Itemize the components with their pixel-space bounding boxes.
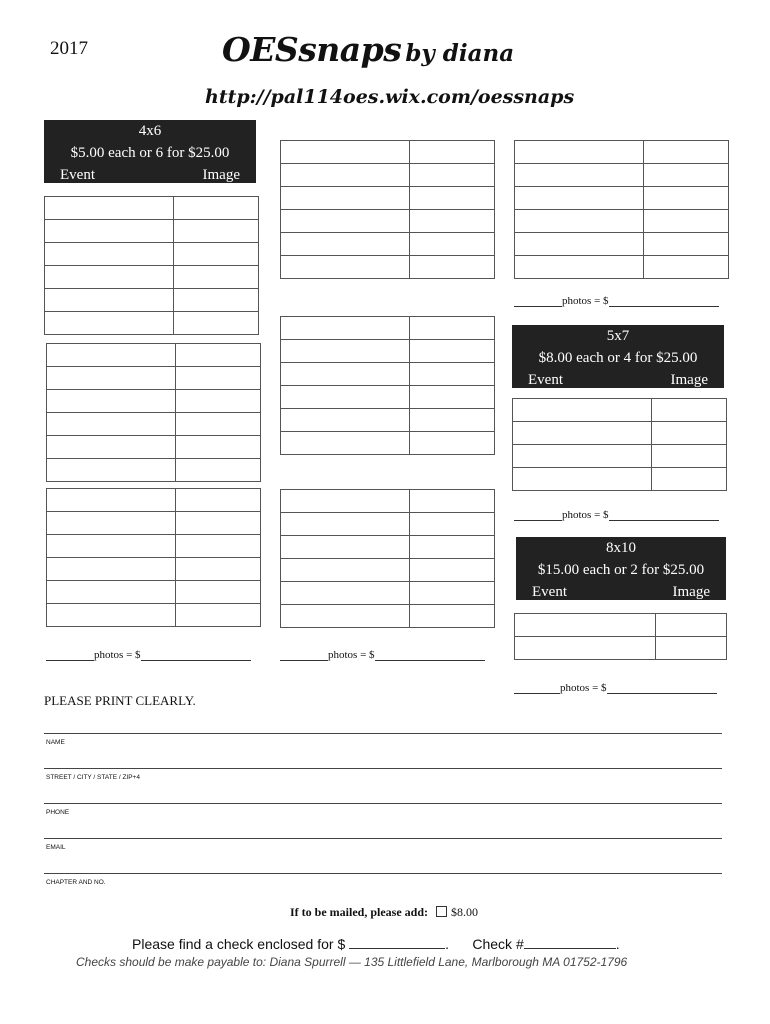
grid-row	[513, 445, 727, 468]
size-header-5x7	[512, 325, 724, 388]
image-cell[interactable]	[176, 459, 261, 482]
event-cell[interactable]	[45, 243, 174, 266]
event-cell[interactable]	[513, 468, 652, 491]
order-grid-4x6-f[interactable]	[280, 489, 495, 628]
chapter-label: CHAPTER AND NO.	[46, 879, 106, 886]
grid-row	[515, 233, 729, 256]
print-clearly-note: PLEASE PRINT CLEARLY.	[44, 693, 196, 708]
address-field[interactable]	[44, 768, 722, 781]
grid-row	[47, 436, 261, 459]
event-cell[interactable]	[47, 489, 176, 512]
grid-row	[515, 256, 729, 279]
grid-row	[281, 164, 495, 187]
image-cell[interactable]	[410, 340, 495, 363]
grid-row	[515, 141, 729, 164]
event-cell[interactable]	[515, 141, 644, 164]
size-price: $15.00 each or 2 for $25.00	[537, 562, 705, 578]
event-cell[interactable]	[281, 187, 410, 210]
image-cell[interactable]	[410, 582, 495, 605]
size-header-4x6	[44, 120, 256, 183]
grid-row	[515, 637, 727, 660]
grid-row	[281, 363, 495, 386]
grid-row	[515, 614, 727, 637]
image-cell[interactable]	[176, 558, 261, 581]
image-cell[interactable]	[410, 605, 495, 628]
order-grid-8x10[interactable]	[514, 613, 727, 660]
size-title: 8x10	[606, 540, 636, 556]
event-cell[interactable]	[47, 604, 176, 627]
grid-row	[47, 604, 261, 627]
image-cell[interactable]	[174, 312, 259, 335]
phone-field[interactable]	[44, 803, 722, 816]
event-cell[interactable]	[515, 210, 644, 233]
phone-label: PHONE	[46, 809, 70, 816]
name-field[interactable]	[44, 733, 722, 746]
grid-row	[281, 559, 495, 582]
grid-row	[47, 558, 261, 581]
event-cell[interactable]	[515, 637, 656, 660]
email-label: EMAIL	[46, 844, 66, 851]
event-cell[interactable]	[45, 312, 174, 335]
size-header-8x10	[516, 537, 726, 600]
event-cell[interactable]	[515, 164, 644, 187]
image-cell[interactable]	[410, 490, 495, 513]
event-cell[interactable]	[47, 344, 176, 367]
order-grid-4x6-d[interactable]	[280, 140, 495, 279]
grid-row	[281, 490, 495, 513]
grid-row	[281, 141, 495, 164]
event-cell[interactable]	[281, 559, 410, 582]
photos-label: photos = $	[560, 682, 607, 694]
image-cell[interactable]	[656, 637, 727, 660]
event-cell[interactable]	[45, 220, 174, 243]
event-cell[interactable]	[47, 535, 176, 558]
grid-row	[515, 187, 729, 210]
event-cell[interactable]	[47, 558, 176, 581]
image-cell[interactable]	[410, 256, 495, 279]
event-cell[interactable]	[47, 436, 176, 459]
image-cell[interactable]	[410, 363, 495, 386]
event-cell[interactable]	[281, 141, 410, 164]
image-cell[interactable]	[410, 317, 495, 340]
image-cell[interactable]	[176, 367, 261, 390]
photos-total-5x7[interactable]	[514, 508, 719, 521]
image-cell[interactable]	[174, 243, 259, 266]
brand-title	[222, 30, 514, 69]
image-cell[interactable]	[410, 559, 495, 582]
image-cell[interactable]	[652, 399, 727, 422]
grid-row	[513, 399, 727, 422]
col-image-label: Image	[670, 372, 708, 388]
event-cell[interactable]	[281, 164, 410, 187]
image-cell[interactable]	[176, 581, 261, 604]
event-cell[interactable]	[281, 340, 410, 363]
grid-row	[47, 367, 261, 390]
event-cell[interactable]	[515, 256, 644, 279]
photos-label: photos = $	[562, 509, 609, 521]
event-cell[interactable]	[515, 187, 644, 210]
col-image-label: Image	[672, 584, 710, 600]
mailing-amount: $8.00	[451, 905, 478, 919]
event-cell[interactable]	[513, 445, 652, 468]
event-cell[interactable]	[281, 582, 410, 605]
image-cell[interactable]	[410, 432, 495, 455]
grid-row	[45, 197, 259, 220]
image-cell[interactable]	[176, 512, 261, 535]
event-cell[interactable]	[515, 614, 656, 637]
grid-row	[281, 386, 495, 409]
grid-row	[45, 266, 259, 289]
photos-total-4x6-left[interactable]	[46, 648, 251, 661]
col-event-label: Event	[532, 584, 567, 600]
order-grid-4x6-g[interactable]	[514, 140, 729, 279]
image-cell[interactable]	[174, 220, 259, 243]
grid-row	[281, 317, 495, 340]
image-cell[interactable]	[410, 386, 495, 409]
image-cell[interactable]	[652, 468, 727, 491]
event-cell[interactable]	[47, 390, 176, 413]
event-cell[interactable]	[281, 317, 410, 340]
photos-total-4x6-mid[interactable]	[280, 648, 485, 661]
grid-row	[281, 187, 495, 210]
grid-row	[47, 459, 261, 482]
email-field[interactable]	[44, 838, 722, 851]
image-cell[interactable]	[174, 289, 259, 312]
grid-row	[281, 432, 495, 455]
image-cell[interactable]	[410, 233, 495, 256]
size-price: $8.00 each or 4 for $25.00	[538, 350, 698, 366]
mailing-option	[290, 905, 478, 920]
grid-row	[515, 210, 729, 233]
grid-row	[47, 535, 261, 558]
image-cell[interactable]	[644, 256, 729, 279]
image-cell[interactable]	[176, 436, 261, 459]
grid-row	[47, 512, 261, 535]
image-cell[interactable]	[174, 266, 259, 289]
size-title: 4x6	[138, 123, 162, 139]
col-event-label: Event	[60, 167, 95, 183]
image-cell[interactable]	[410, 141, 495, 164]
event-cell[interactable]	[45, 197, 174, 220]
check-line: Please find a check enclosed for $ . Check # .	[132, 936, 620, 952]
image-cell[interactable]	[174, 197, 259, 220]
grid-row	[281, 536, 495, 559]
image-cell[interactable]	[176, 604, 261, 627]
image-cell[interactable]	[410, 513, 495, 536]
photos-total-g[interactable]	[514, 294, 719, 307]
photos-label: photos = $	[562, 295, 609, 307]
grid-row	[513, 422, 727, 445]
photos-total-8x10[interactable]	[514, 681, 717, 694]
event-cell[interactable]	[281, 536, 410, 559]
order-grid-5x7[interactable]	[512, 398, 727, 491]
payable-note: Checks should be make payable to: Diana Spurrell — 135 Littlefield Lane, Marlborough MA 01752-1796	[76, 955, 628, 969]
image-cell[interactable]	[410, 164, 495, 187]
event-cell[interactable]	[47, 581, 176, 604]
mailing-checkbox[interactable]	[436, 906, 447, 917]
grid-row	[281, 582, 495, 605]
event-cell[interactable]	[281, 409, 410, 432]
image-cell[interactable]	[410, 536, 495, 559]
image-cell[interactable]	[644, 187, 729, 210]
order-grid-4x6-a[interactable]	[44, 196, 259, 335]
event-cell[interactable]	[515, 233, 644, 256]
grid-row	[281, 513, 495, 536]
event-cell[interactable]	[281, 256, 410, 279]
event-cell[interactable]	[47, 367, 176, 390]
photos-label: photos = $	[328, 649, 375, 661]
order-grid-4x6-b[interactable]	[46, 343, 261, 482]
event-cell[interactable]	[281, 513, 410, 536]
grid-row	[47, 344, 261, 367]
grid-row	[47, 390, 261, 413]
grid-row	[45, 243, 259, 266]
event-cell[interactable]	[47, 512, 176, 535]
check-amount-blank[interactable]	[349, 936, 445, 949]
image-cell[interactable]	[644, 210, 729, 233]
grid-row	[47, 413, 261, 436]
grid-row	[47, 581, 261, 604]
image-cell[interactable]	[644, 141, 729, 164]
grid-row	[281, 233, 495, 256]
image-cell[interactable]	[176, 413, 261, 436]
address-label: STREET / CITY / STATE / ZIP+4	[46, 774, 140, 781]
image-cell[interactable]	[410, 409, 495, 432]
image-cell[interactable]	[176, 344, 261, 367]
image-cell[interactable]	[410, 187, 495, 210]
col-image-label: Image	[202, 167, 240, 183]
website-url: http://pal114oes.wix.com/oessnaps	[205, 86, 575, 108]
event-cell[interactable]	[281, 432, 410, 455]
image-cell[interactable]	[176, 535, 261, 558]
grid-row	[281, 605, 495, 628]
chapter-field[interactable]	[44, 873, 722, 886]
check-number-blank[interactable]	[524, 936, 616, 949]
grid-row	[281, 340, 495, 363]
event-cell[interactable]	[47, 459, 176, 482]
mailing-label: If to be mailed, please add:	[290, 905, 428, 919]
event-cell[interactable]	[281, 210, 410, 233]
grid-row	[513, 468, 727, 491]
order-grid-4x6-e[interactable]	[280, 316, 495, 455]
event-cell[interactable]	[513, 399, 652, 422]
event-cell[interactable]	[281, 386, 410, 409]
image-cell[interactable]	[176, 489, 261, 512]
brand-sub: by diana	[405, 40, 515, 67]
image-cell[interactable]	[656, 614, 727, 637]
image-cell[interactable]	[652, 422, 727, 445]
event-cell[interactable]	[45, 266, 174, 289]
event-cell[interactable]	[281, 233, 410, 256]
grid-row	[45, 312, 259, 335]
image-cell[interactable]	[652, 445, 727, 468]
image-cell[interactable]	[410, 210, 495, 233]
grid-row	[45, 289, 259, 312]
event-cell[interactable]	[513, 422, 652, 445]
col-event-label: Event	[528, 372, 563, 388]
grid-row	[281, 256, 495, 279]
event-cell[interactable]	[281, 490, 410, 513]
check-enclosed-label: Please find a check enclosed for $	[132, 936, 346, 952]
grid-row	[281, 409, 495, 432]
grid-row	[47, 489, 261, 512]
brand-main: OESsnaps	[222, 30, 402, 69]
event-cell[interactable]	[281, 605, 410, 628]
grid-row	[281, 210, 495, 233]
event-cell[interactable]	[47, 413, 176, 436]
image-cell[interactable]	[644, 233, 729, 256]
order-grid-4x6-c[interactable]	[46, 488, 261, 627]
grid-row	[45, 220, 259, 243]
size-price: $5.00 each or 6 for $25.00	[70, 145, 230, 161]
name-label: NAME	[46, 739, 65, 746]
event-cell[interactable]	[281, 363, 410, 386]
event-cell[interactable]	[45, 289, 174, 312]
check-number-label: Check #	[472, 936, 524, 952]
size-title: 5x7	[606, 328, 630, 344]
year-label: 2017	[50, 38, 88, 59]
photos-label: photos = $	[94, 649, 141, 661]
image-cell[interactable]	[176, 390, 261, 413]
grid-row	[515, 164, 729, 187]
image-cell[interactable]	[644, 164, 729, 187]
